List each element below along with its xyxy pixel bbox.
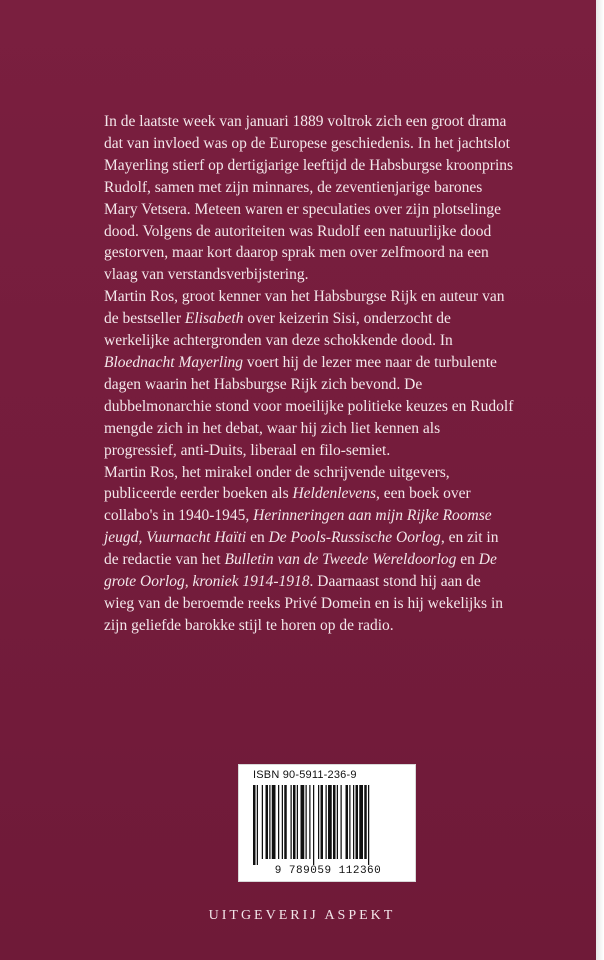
- barcode-bar: [318, 785, 319, 859]
- barcode-bar: [269, 785, 270, 859]
- text-run: . Daarnaast stond hij aan de wieg van de beroemde reeks Privé Domein en is hij wekelijks in zijn geliefde barokke stijl te horen op de radio.: [104, 573, 504, 634]
- text-run: ,: [138, 529, 147, 547]
- barcode-bar: [364, 785, 367, 859]
- barcode-bar: [301, 785, 305, 859]
- barcode-bar: [326, 785, 327, 859]
- book-title: Elisabeth: [184, 310, 244, 328]
- barcode-bar: [291, 785, 292, 859]
- book-title: De Pools-Russische Oorlog: [268, 529, 441, 547]
- barcode-bar: [306, 785, 307, 859]
- barcode-bar: [313, 785, 314, 865]
- book-title: De grote Oorlog, kroniek 1914-1918: [104, 551, 497, 591]
- barcode-bar: [359, 785, 363, 859]
- barcode-bars-icon: [253, 785, 403, 865]
- barcode-bar: [337, 785, 338, 859]
- book-title: Bulletin van de Tweede Wereldoorlog: [224, 551, 457, 569]
- barcode-bar: [253, 785, 256, 865]
- barcode-bar: [349, 785, 350, 859]
- barcode-bar: [341, 785, 342, 859]
- barcode-bar: [278, 785, 279, 859]
- blurb-paragraph-1: In de laatste week van januari 1889 voltrok zich een groot drama dat van invloed was op de Europese geschiedenis. In het jachtslot Mayerling stierf op dertigjarige leeftijd de Habsburgse kroonprins Rudolf, samen met zijn minnares, de zeventienjarige barones Mary Vetsera. Meteen waren er speculaties over zijn plotselinge dood. Volgens de autoriteiten was Rudolf een natuurlijke dood gestorven, maar kort daarop sprak men over zelfmoord na een vlaag van verstandsverbijstering.: [104, 113, 514, 284]
- text-run: over keizerin Sisi, onderzocht de werkelijke achtergronden van deze schokkende dood. In: [104, 310, 453, 350]
- barcode-bar: [356, 785, 359, 859]
- barcode-bar: [309, 785, 310, 859]
- barcode-bar: [266, 785, 269, 859]
- book-title: Vuurnacht Haïti: [146, 529, 247, 547]
- book-title: Herinneringen aan mijn Rijke Roomse jeugd: [104, 507, 492, 547]
- barcode-bar: [368, 785, 369, 865]
- text-run: voert hij de lezer mee naar de turbulente dagen waarin het Habsburgse Rijk zich bevond. De dubbelmonarchie stond voor moeilijke politieke keuzes en Rudolf mengde zich in het debat, waar hij zich liet kennen als progressief, anti-Duits, liberaal en filo-semiet.: [104, 353, 514, 459]
- book-title: Heldenlevens: [292, 485, 376, 503]
- barcode-bar: [333, 785, 336, 859]
- text-run: Martin Ros, groot kenner van het Habsburgse Rijk en auteur van de bestseller: [104, 288, 505, 328]
- book-title: Bloednacht Mayerling: [104, 353, 244, 371]
- page-edge: [596, 0, 604, 960]
- blurb-paragraph-3: [104, 462, 514, 637]
- barcode-bar: [346, 785, 349, 859]
- barcode-bar: [272, 785, 276, 859]
- ean-number: 9 789059 112360: [274, 865, 382, 877]
- barcode-label: [238, 764, 416, 882]
- barcode-bar: [284, 785, 287, 859]
- barcode-bar: [297, 785, 298, 859]
- barcode-bar: [328, 785, 332, 859]
- blurb-paragraph-2: [104, 286, 514, 461]
- barcode-bar: [257, 785, 258, 865]
- barcode-bar: [262, 785, 263, 859]
- text-run: , een boek over collabo's in 1940-1945,: [104, 485, 471, 525]
- barcode-bar: [293, 785, 296, 859]
- text-run: en: [246, 529, 269, 547]
- text-run: , en zit in de redactie van het: [104, 529, 499, 569]
- blurb-text: [104, 111, 514, 637]
- publisher-name: UITGEVERIJ ASPEKT: [208, 908, 396, 923]
- text-run: Martin Ros, het mirakel onder de schrijvende uitgevers, publiceerde eerder boeken als: [104, 463, 450, 503]
- barcode-bar: [353, 785, 354, 859]
- isbn-number: ISBN 90-5911-236-9: [253, 769, 357, 781]
- text-run: en: [456, 551, 479, 569]
- barcode-bar: [321, 785, 324, 859]
- barcode-bar: [282, 785, 283, 859]
